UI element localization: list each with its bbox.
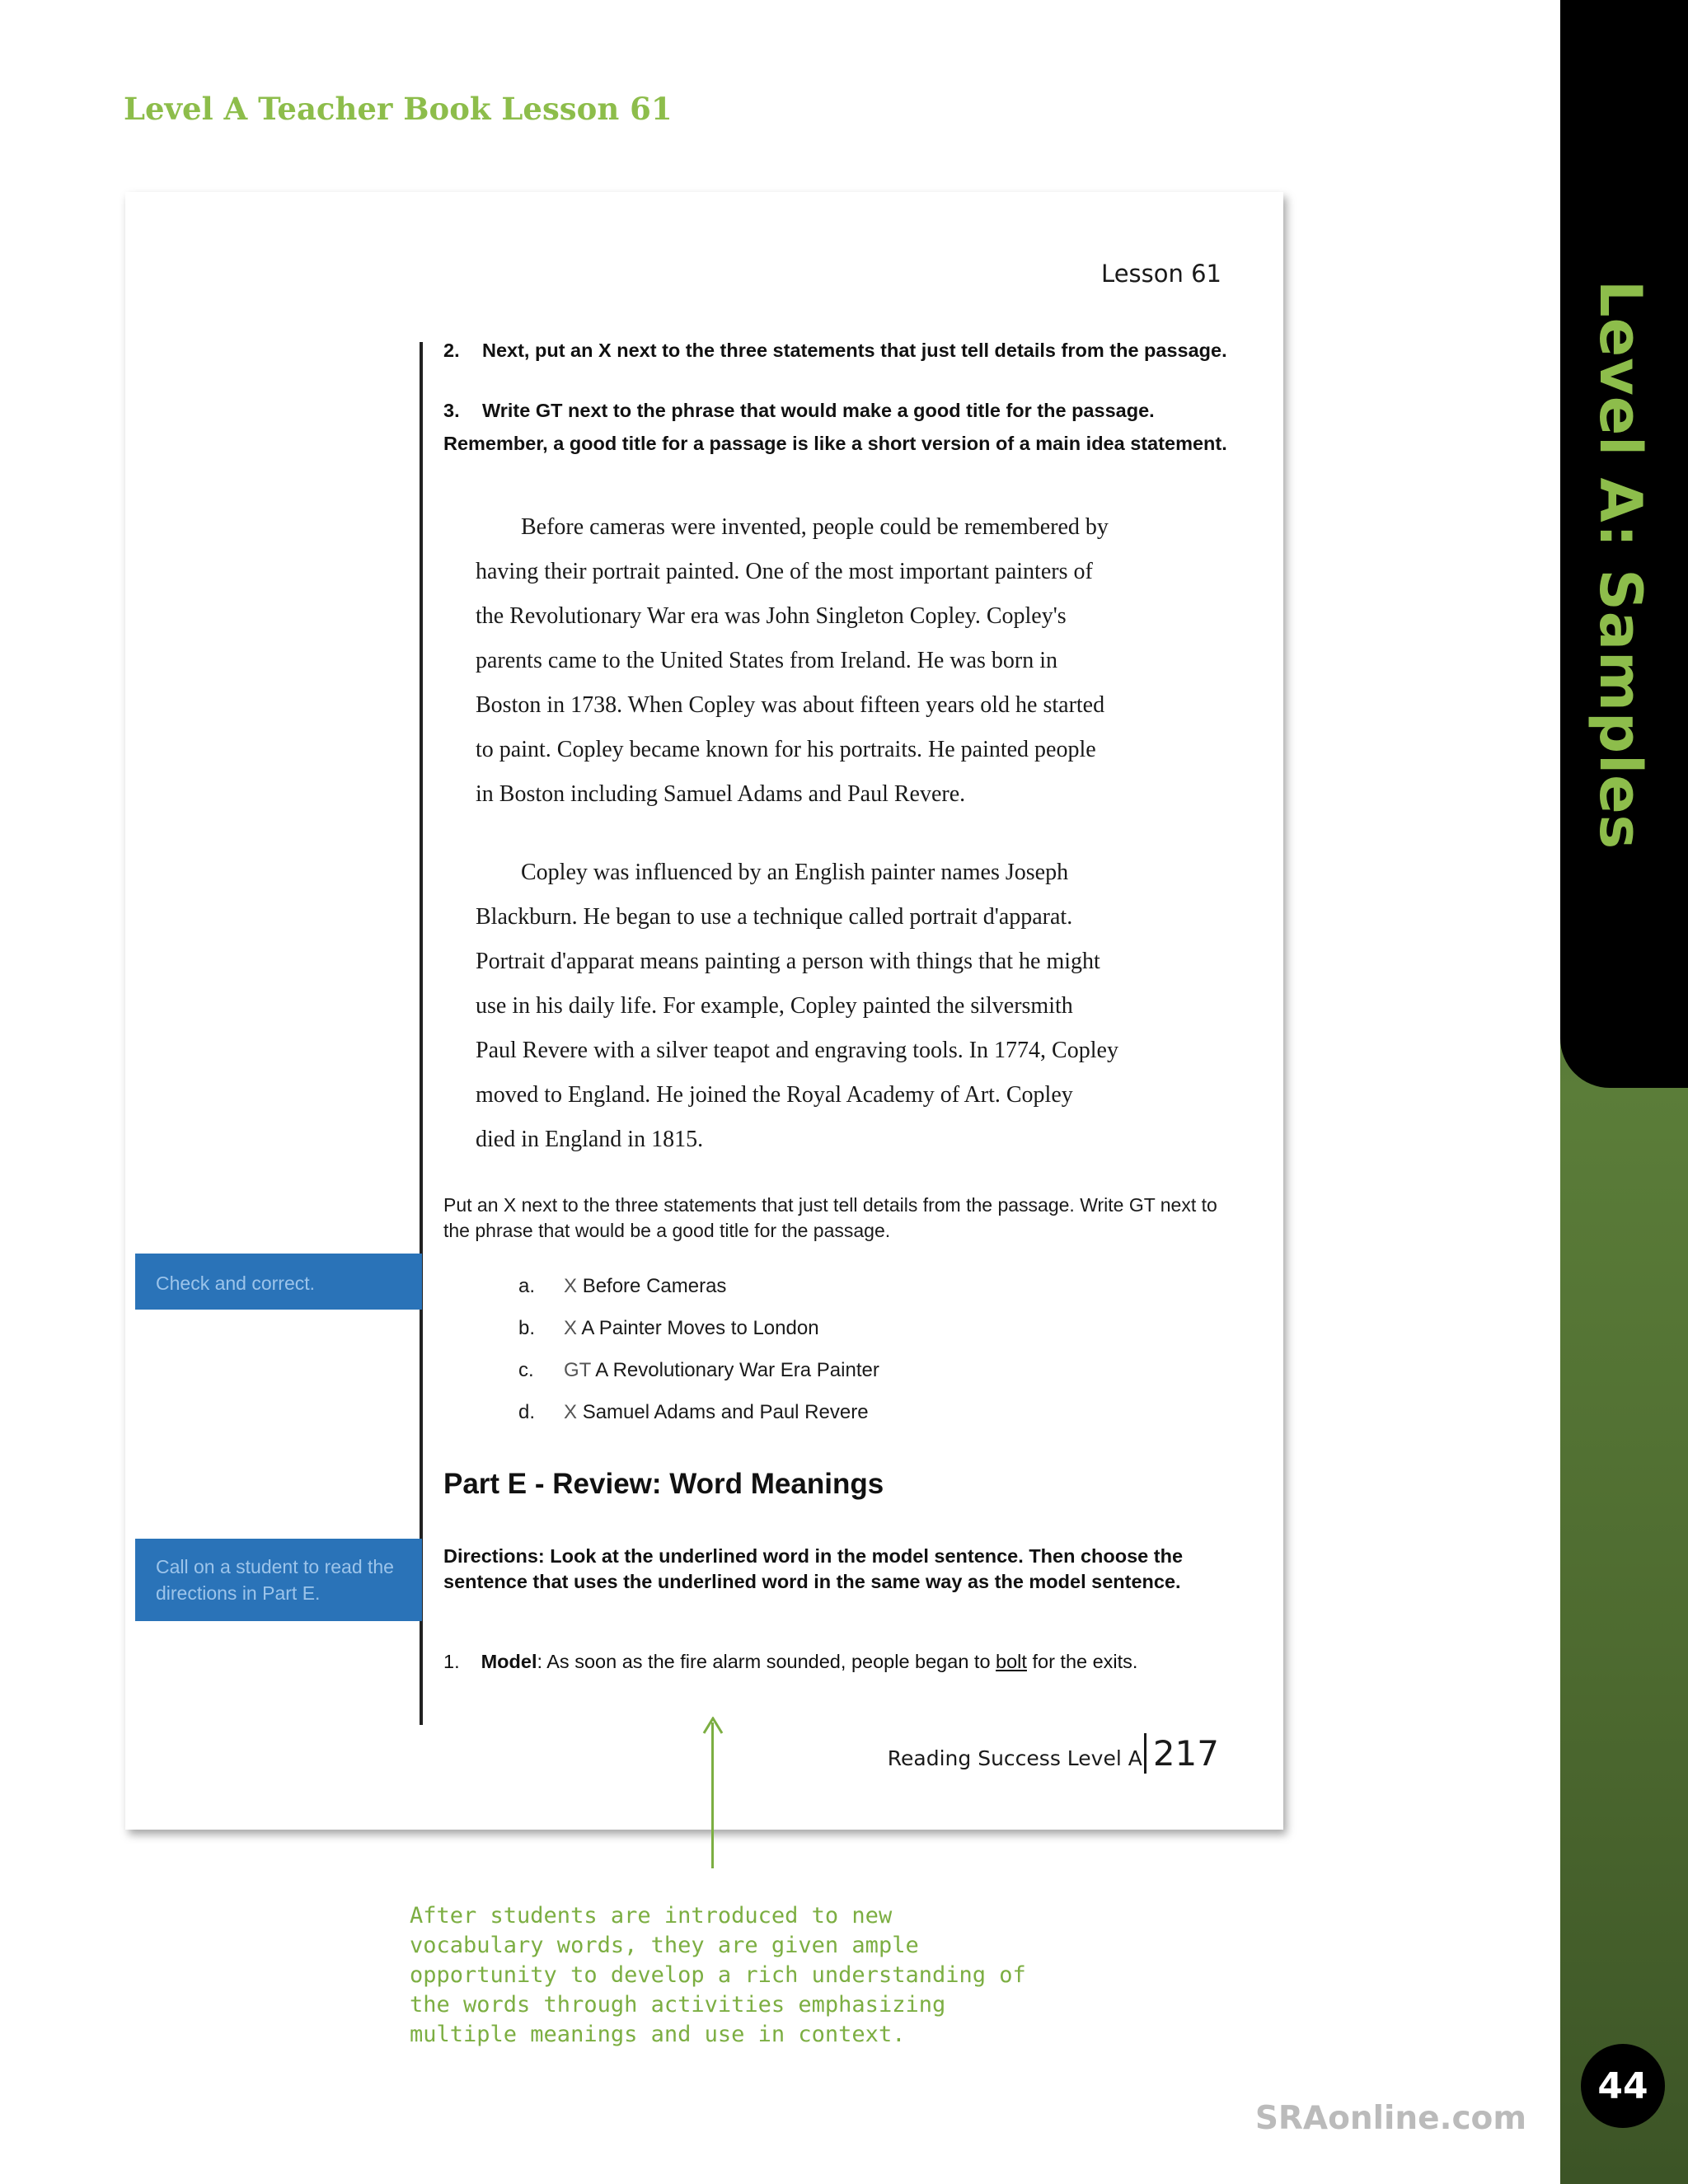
passage-line: Blackburn. He began to use a technique called portrait d'apparat. [476,904,1073,930]
book-footer [888,1733,1219,1774]
passage-line: Boston in 1738. When Copley was about fifteen years old he started [476,692,1105,718]
passage-line: Portrait d'apparat means painting a person with things that he might [476,949,1100,974]
directions: Directions: Look at the underlined word in the model sentence. Then choose the sentence that uses the underlined word in the same way as the model sentence. [443,1545,1184,1592]
margin-rule [420,342,423,1725]
margin-note-check: Check and correct. [135,1254,422,1310]
passage-line: parents came to the United States from Ireland. He was born in [476,648,1058,673]
book-page-number: 217 [1144,1733,1219,1774]
sidebar-title [1587,280,1661,851]
book-footer-text: Reading Success Level A [887,1746,1142,1770]
margin-note-call-on: Call on a student to read the directions in Part E. [135,1539,422,1621]
site-url[interactable]: SRAonline.com [1254,2100,1526,2137]
model-label: Model [481,1651,537,1672]
underlined-word: bolt [996,1651,1027,1672]
instruction-2 [443,338,1235,363]
instruction-number: 2. [443,340,460,361]
answer-item: a. X Before Cameras [518,1275,727,1297]
book-page [125,192,1283,1830]
page-title: Level A Teacher Book Lesson 61 [124,91,673,127]
passage-line: to paint. Copley became known for his portraits. He painted people [476,737,1096,762]
instruction-3 [443,398,1235,423]
answer-item: c. GT A Revolutionary War Era Painter [518,1359,879,1381]
model-number: 1. [443,1651,460,1672]
answer-item: d. X Samuel Adams and Paul Revere [518,1401,869,1423]
model-sentence: 1. Model: As soon as the fire alarm sounded, people began to bolt for the exits. [443,1651,1138,1672]
answer-item: b. X A Painter Moves to London [518,1317,819,1339]
task-instructions: Put an X next to the three statements that just tell details from the passage. Write GT next to the phrase that would be a good title for the passage. [443,1194,1217,1241]
instruction-number: 3. [443,400,460,421]
passage-line: Paul Revere with a silver teapot and engraving tools. In 1774, Copley [476,1038,1118,1063]
passage-line: the Revolutionary War era was John Singleton Copley. Copley's [476,603,1067,629]
part-e-heading: Part E - Review: Word Meanings [443,1468,884,1500]
answer-list [518,1265,879,1433]
passage-line: use in his daily life. For example, Copley painted the silversmith [476,993,1073,1019]
arrow-up-icon [702,1717,724,1736]
reminder: Remember, a good title for a passage is like a short version of a main idea statement. [443,433,1227,454]
instruction-text: Next, put an X next to the three statements that just tell details from the passage. [482,340,1227,361]
passage-line: having their portrait painted. One of the most important painters of [476,559,1093,584]
lesson-label: Lesson 61 [1101,260,1221,288]
annotation-arrow-line [711,1722,714,1868]
annotation-text: After students are introduced to new vocabulary words, they are given ample opportunity to develop a rich understanding of the words through activities emphasizing multiple meanings and use in context. [410,1903,1026,2047]
passage-line: Copley was influenced by an English painter names Joseph [521,860,1069,885]
passage-line: moved to England. He joined the Royal Academy of Art. Copley [476,1082,1073,1108]
passage-line: Before cameras were invented, people could be remembered by [521,514,1109,540]
passage-2 [476,851,1118,1162]
passage-1 [476,505,1109,817]
passage-line: died in England in 1815. [476,1127,704,1152]
instruction-text: Write GT next to the phrase that would make a good title for the passage. [482,400,1155,421]
passage-line: in Boston including Samuel Adams and Paul Revere. [476,781,966,807]
page-number-badge: 44 [1581,2044,1665,2128]
sidebar-title-text: Level A: Samples [1587,280,1654,851]
